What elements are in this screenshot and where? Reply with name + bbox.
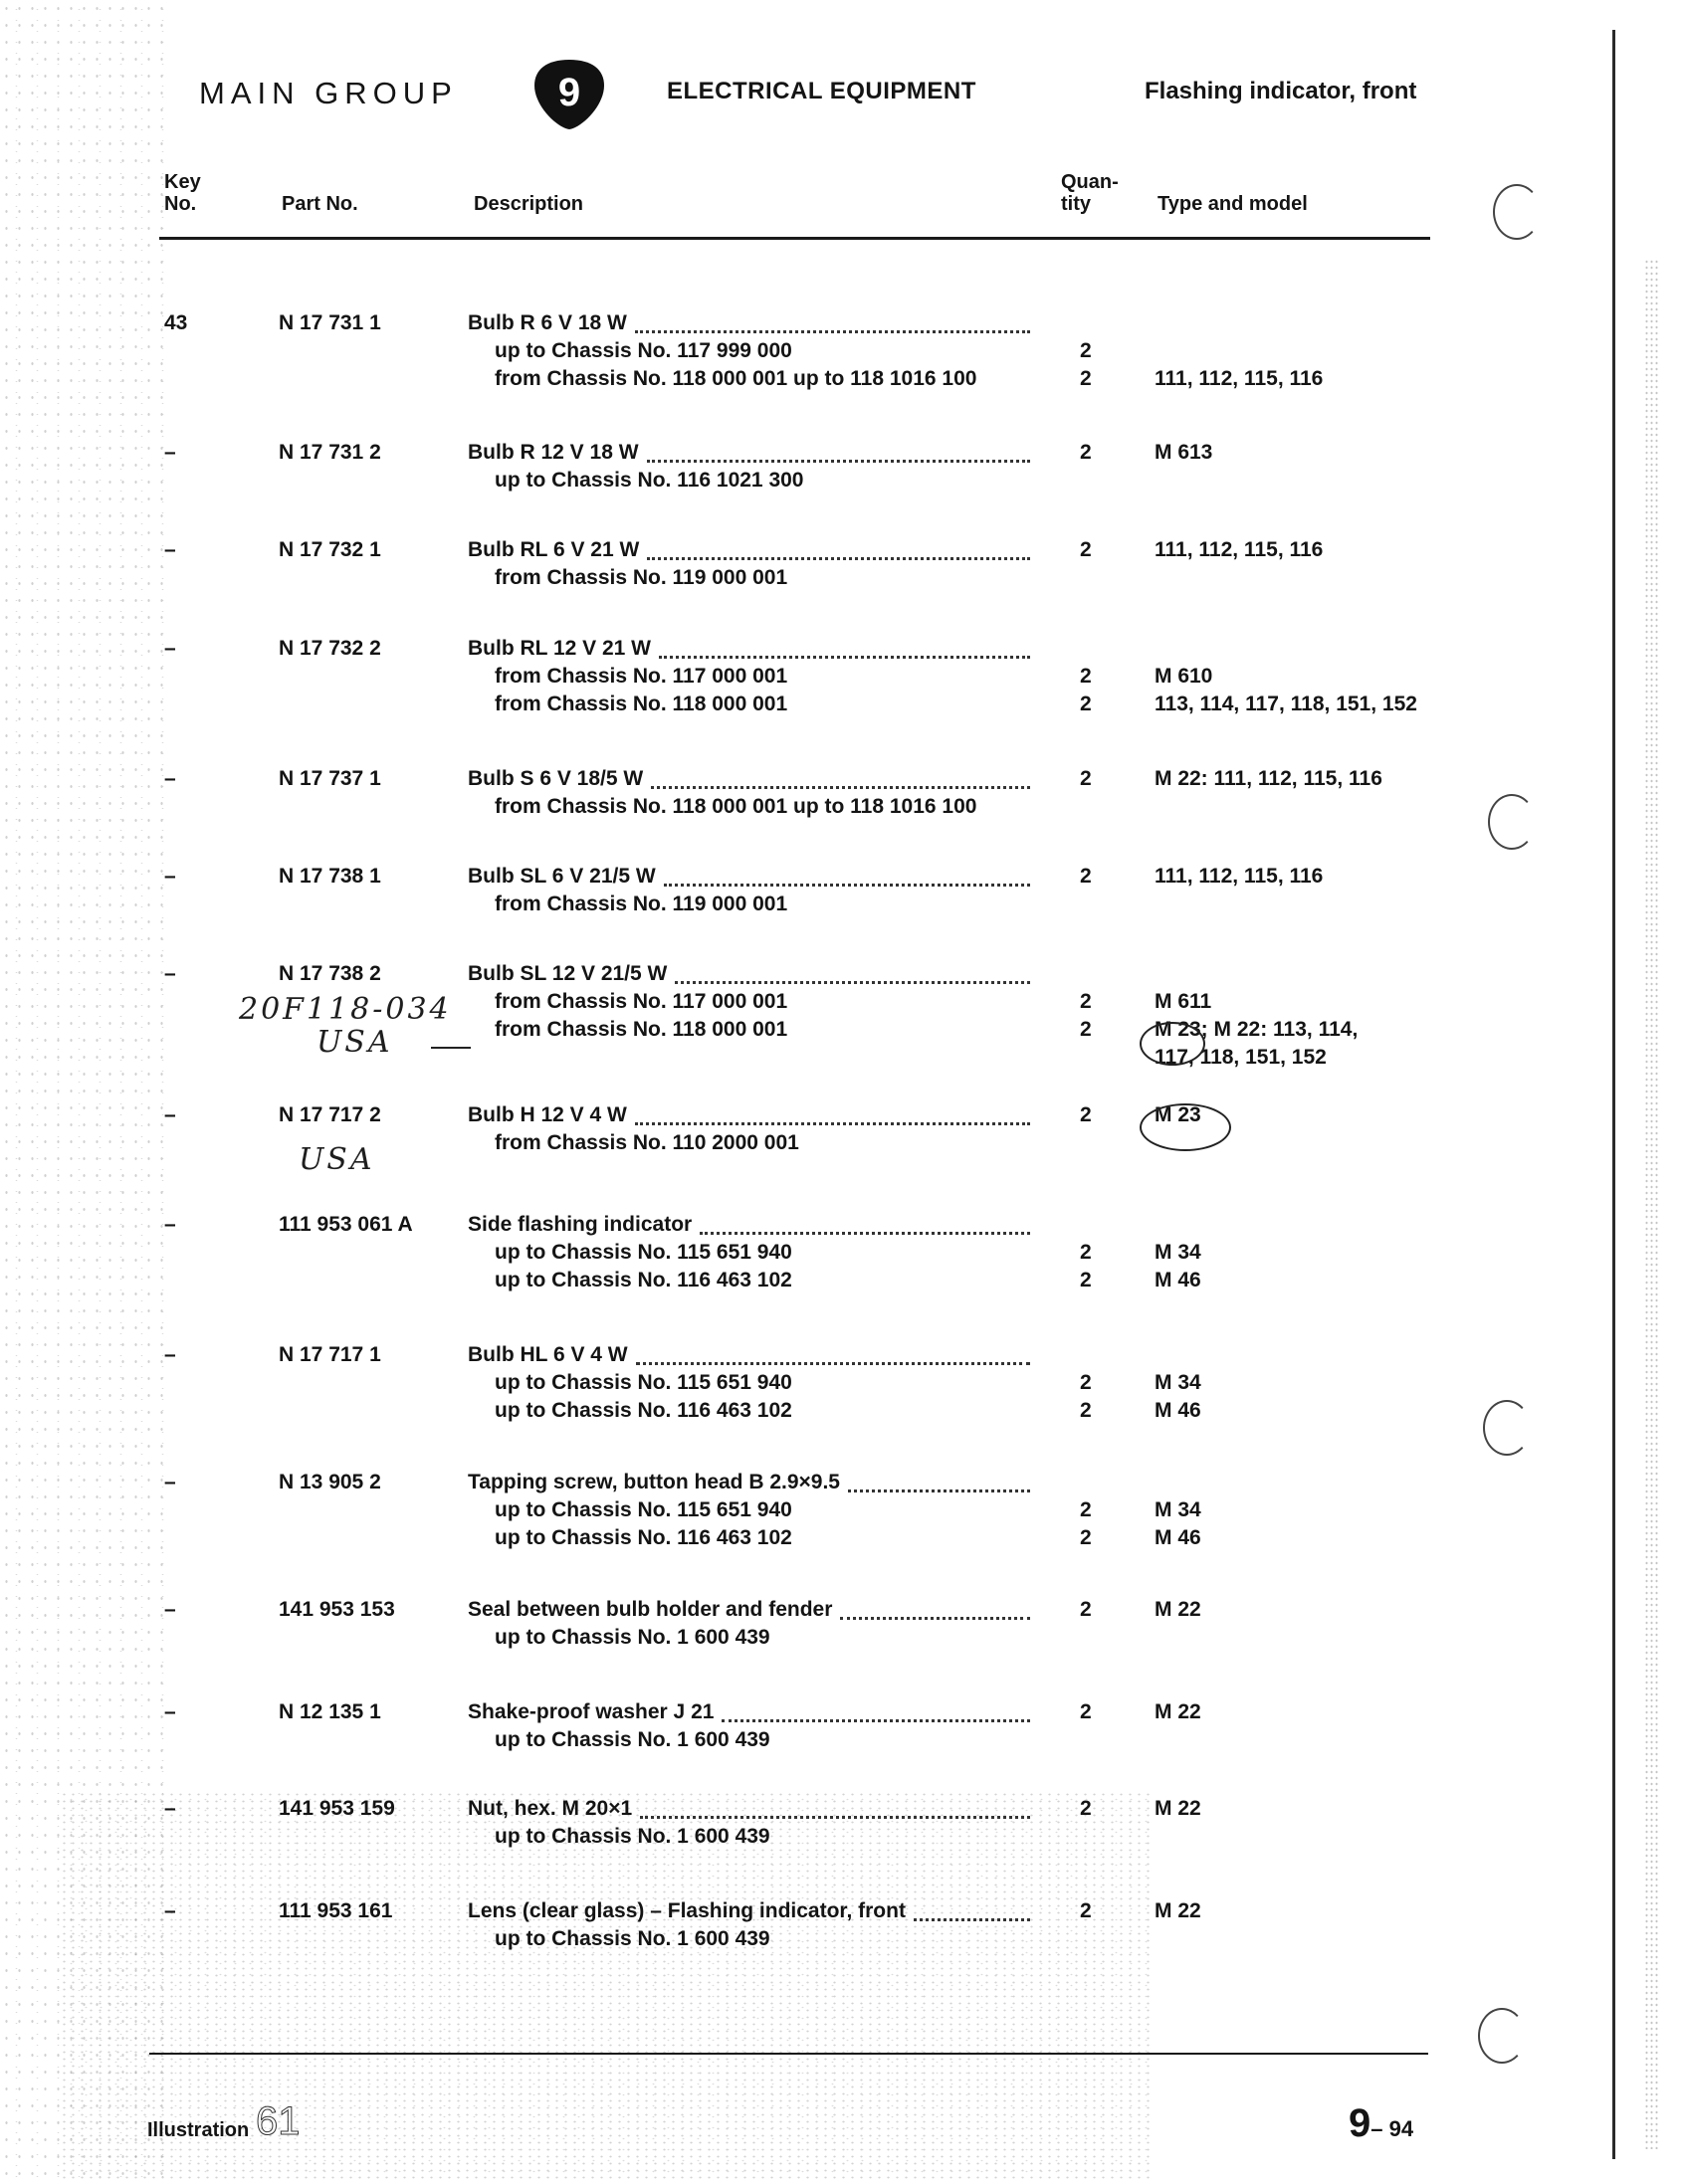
group-number-badge [530,56,608,133]
type-model: 111, 112, 115, 116 [1155,538,1324,561]
dot-leader [647,441,1030,469]
key-number: – [164,538,176,561]
chassis-range: up to Chassis No. 1 600 439 [495,1927,770,1950]
quantity: 2 [1080,665,1092,688]
key-number: – [164,1103,176,1126]
part-number: N 17 732 2 [279,637,381,660]
handwritten-circle [1140,1103,1231,1151]
type-model: 113, 114, 117, 118, 151, 152 [1155,693,1417,715]
type-model: M 22 [1155,1598,1201,1621]
chassis-range: from Chassis No. 119 000 001 [495,893,788,915]
header-rule [159,237,1430,240]
part-description: Bulb R 12 V 18 W [468,441,639,464]
part-description: Lens (clear glass) – Flashing indicator, front [468,1899,906,1922]
chassis-range: up to Chassis No. 117 999 000 [495,339,792,362]
quantity: 2 [1080,538,1092,561]
chassis-range: up to Chassis No. 116 1021 300 [495,469,804,492]
quantity: 2 [1080,693,1092,715]
key-number: – [164,1343,176,1366]
chassis-range: up to Chassis No. 116 463 102 [495,1269,792,1291]
part-description: Bulb S 6 V 18/5 W [468,767,644,790]
key-number: – [164,1598,176,1621]
type-model: M 613 [1155,441,1213,464]
part-number: N 13 905 2 [279,1471,381,1493]
chassis-range: from Chassis No. 119 000 001 [495,566,788,589]
part-number: N 17 731 2 [279,441,381,464]
footer-rule [149,2053,1428,2055]
quantity: 2 [1080,339,1092,362]
quantity: 2 [1080,1371,1092,1394]
part-number: 111 953 161 [279,1899,393,1922]
chassis-range: up to Chassis No. 115 651 940 [495,1498,792,1521]
subsection-title: Flashing indicator, front [1145,78,1417,104]
chassis-range: from Chassis No. 117 000 001 [495,665,788,688]
part-number: N 17 732 1 [279,538,381,561]
punch-hole-icon [1478,2008,1526,2064]
part-description: Shake-proof washer J 21 [468,1700,715,1723]
chassis-range: from Chassis No. 117 000 001 [495,990,788,1013]
handwritten-note: USA [299,1142,375,1177]
key-number: – [164,767,176,790]
part-description: Bulb RL 6 V 21 W [468,538,640,561]
quantity: 2 [1080,1526,1092,1549]
chassis-range: from Chassis No. 118 000 001 [495,1018,788,1041]
type-model: M 46 [1155,1399,1201,1422]
chassis-range: from Chassis No. 118 000 001 up to 118 1016 100 [495,367,977,390]
chassis-range: up to Chassis No. 1 600 439 [495,1728,770,1751]
part-description: Bulb H 12 V 4 W [468,1103,627,1126]
type-model: 117, 118, 151, 152 [1155,1046,1327,1069]
key-number: 43 [164,311,188,334]
handwritten-dash [431,1047,471,1049]
part-number: N 17 717 1 [279,1343,381,1366]
part-description: Bulb HL 6 V 4 W [468,1343,628,1366]
key-number: – [164,1797,176,1820]
quantity: 2 [1080,990,1092,1013]
punch-hole-icon [1483,1400,1531,1456]
type-model: M 22 [1155,1899,1201,1922]
group-number: 9 [557,71,581,114]
dot-leader [664,865,1030,893]
chassis-range: from Chassis No. 110 2000 001 [495,1131,799,1154]
column-header-quantity: Quan- tity [1061,171,1119,215]
quantity: 2 [1080,367,1092,390]
dot-leader [848,1471,1030,1498]
handwritten-circle [1140,1022,1205,1066]
dot-leader [722,1700,1030,1728]
part-description: Tapping screw, button head B 2.9×9.5 [468,1471,840,1493]
dot-leader [840,1598,1030,1626]
type-model: M 610 [1155,665,1213,688]
quantity: 2 [1080,865,1092,888]
quantity: 2 [1080,441,1092,464]
section-title: ELECTRICAL EQUIPMENT [667,78,976,104]
type-model: 111, 112, 115, 116 [1155,865,1324,888]
dot-leader [640,1797,1030,1825]
punch-hole-icon [1488,794,1536,850]
type-model: M 23; M 22: 113, 114, [1155,1018,1359,1041]
quantity: 2 [1080,1269,1092,1291]
column-header-description: Description [474,193,584,215]
type-model: M 22 [1155,1700,1201,1723]
type-model: M 611 [1155,990,1212,1013]
type-model: 111, 112, 115, 116 [1155,367,1324,390]
key-number: – [164,637,176,660]
part-description: Bulb SL 12 V 21/5 W [468,962,668,985]
chassis-range: from Chassis No. 118 000 001 up to 118 1016 100 [495,795,977,818]
type-model: M 46 [1155,1269,1201,1291]
key-number: – [164,1213,176,1236]
part-description: Bulb R 6 V 18 W [468,311,627,334]
handwritten-note: USA [316,1025,393,1060]
part-number: N 17 738 2 [279,962,381,985]
quantity: 2 [1080,1899,1092,1922]
part-number: N 12 135 1 [279,1700,381,1723]
dot-leader [675,962,1030,990]
chassis-range: up to Chassis No. 1 600 439 [495,1626,770,1649]
quantity: 2 [1080,1498,1092,1521]
chassis-range: up to Chassis No. 115 651 940 [495,1241,792,1264]
type-model: M 46 [1155,1526,1201,1549]
key-number: – [164,1899,176,1922]
key-number: – [164,1700,176,1723]
dot-leader [914,1899,1030,1927]
part-number: N 17 731 1 [279,311,381,334]
key-number: – [164,865,176,888]
page-number-suffix: – 94 [1370,2116,1414,2141]
type-model: M 22 [1155,1797,1201,1820]
part-number: N 17 738 1 [279,865,381,888]
part-description: Bulb SL 6 V 21/5 W [468,865,656,888]
quantity: 2 [1080,1103,1092,1126]
type-model: M 34 [1155,1498,1201,1521]
dot-leader [635,311,1030,339]
quantity: 2 [1080,1018,1092,1041]
key-number: – [164,962,176,985]
type-model: M 23 [1155,1103,1201,1126]
chassis-range: from Chassis No. 118 000 001 [495,693,788,715]
binding-edge-noise [1644,259,1658,2149]
page-number [1349,2101,1413,2146]
part-description: Side flashing indicator [468,1213,693,1236]
quantity: 2 [1080,1797,1092,1820]
part-number: N 17 737 1 [279,767,381,790]
part-number: 111 953 061 A [279,1213,413,1236]
type-model: M 34 [1155,1371,1201,1394]
dot-leader [651,767,1030,795]
chassis-range: up to Chassis No. 1 600 439 [495,1825,770,1848]
illustration-number: 61 [256,2099,301,2143]
column-header-type-model: Type and model [1158,193,1308,215]
dot-leader [700,1213,1030,1241]
column-header-key-no: Key No. [164,171,201,215]
part-description: Bulb RL 12 V 21 W [468,637,651,660]
chassis-range: up to Chassis No. 116 463 102 [495,1526,792,1549]
column-header-part-no: Part No. [282,193,358,215]
punch-hole-icon [1493,184,1541,240]
page-number-main: 9 [1349,2101,1371,2145]
dot-leader [635,1103,1030,1131]
binding-edge-line [1612,30,1615,2159]
type-model: M 34 [1155,1241,1201,1264]
dot-leader [659,637,1030,665]
quantity: 2 [1080,1598,1092,1621]
key-number: – [164,441,176,464]
dot-leader [647,538,1030,566]
illustration-label: Illustration [147,2119,250,2141]
part-number: N 17 717 2 [279,1103,381,1126]
part-description: Seal between bulb holder and fender [468,1598,833,1621]
quantity: 2 [1080,1399,1092,1422]
quantity: 2 [1080,1241,1092,1264]
part-number: 141 953 159 [279,1797,395,1820]
chassis-range: up to Chassis No. 115 651 940 [495,1371,792,1394]
part-number: 141 953 153 [279,1598,395,1621]
dot-leader [636,1343,1030,1371]
part-description: Nut, hex. M 20×1 [468,1797,633,1820]
handwritten-note: 20F118-034 [239,992,452,1027]
key-number: – [164,1471,176,1493]
main-group-title: MAIN GROUP [199,76,458,110]
quantity: 2 [1080,767,1092,790]
type-model: M 22: 111, 112, 115, 116 [1155,767,1382,790]
quantity: 2 [1080,1700,1092,1723]
chassis-range: up to Chassis No. 116 463 102 [495,1399,792,1422]
